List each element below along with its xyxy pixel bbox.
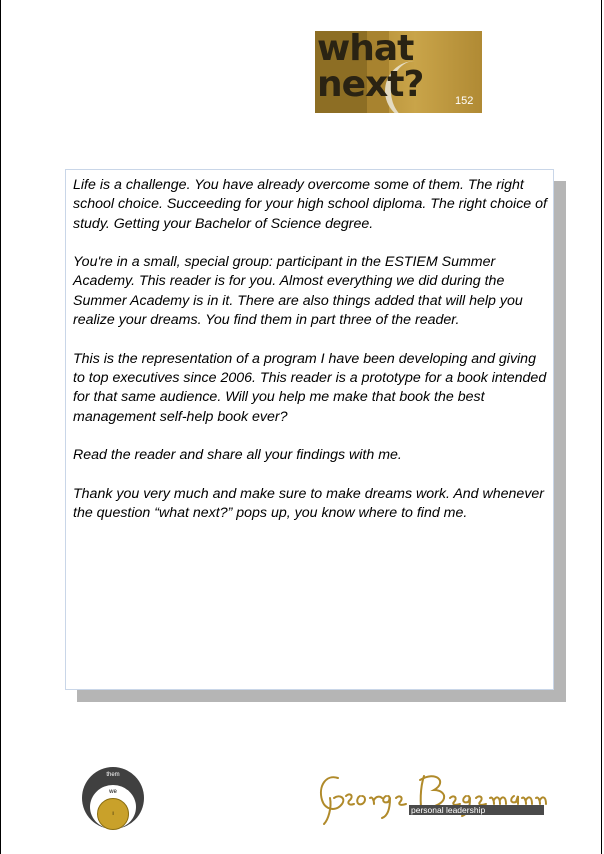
paragraph: Read the reader and share all your findings with me. [73, 447, 402, 464]
signature-tagline-bar [409, 805, 544, 815]
page-number: 152 [455, 95, 474, 107]
them-we-i-circles-logo [82, 767, 144, 829]
paragraph: This is the representation of a program I have been developing and giving to top executives since 2006. This reader is a prototype for a book intended for that same audience. Will you help me make that book the best management self-help book ever? [73, 350, 547, 425]
them-label: them [106, 772, 120, 778]
intro-text-box [65, 169, 554, 690]
signature-script [316, 768, 548, 826]
intro-text [73, 176, 547, 543]
paragraph: Life is a challenge. You have already overcome some of them. The right school choice. Succeeding for your high school diploma. The right choice of study. Getting your Bachelor of Science degree. [73, 177, 547, 232]
logo-word-what: what [317, 31, 414, 69]
signature-tagline: personal leadership [411, 805, 486, 815]
page-edge-right [601, 0, 602, 854]
paragraph: You're in a small, special group: participant in the ESTIEM Summer Academy. This reader is for you. Almost everything we did during the Summer Academy is in it. There are also things added that will help you realize your dreams. You find them in part three of the reader. [73, 254, 523, 329]
george-begemann-signature [316, 768, 548, 826]
paragraph: Thank you very much and make sure to make dreams work. And whenever the question “what next?” pops up, you know where to find me. [73, 485, 545, 522]
i-label: i [112, 811, 114, 817]
we-label: we [109, 789, 117, 795]
page-edge-left [0, 0, 1, 854]
what-next-logo [315, 31, 482, 113]
logo-word-next: next? [317, 64, 424, 105]
